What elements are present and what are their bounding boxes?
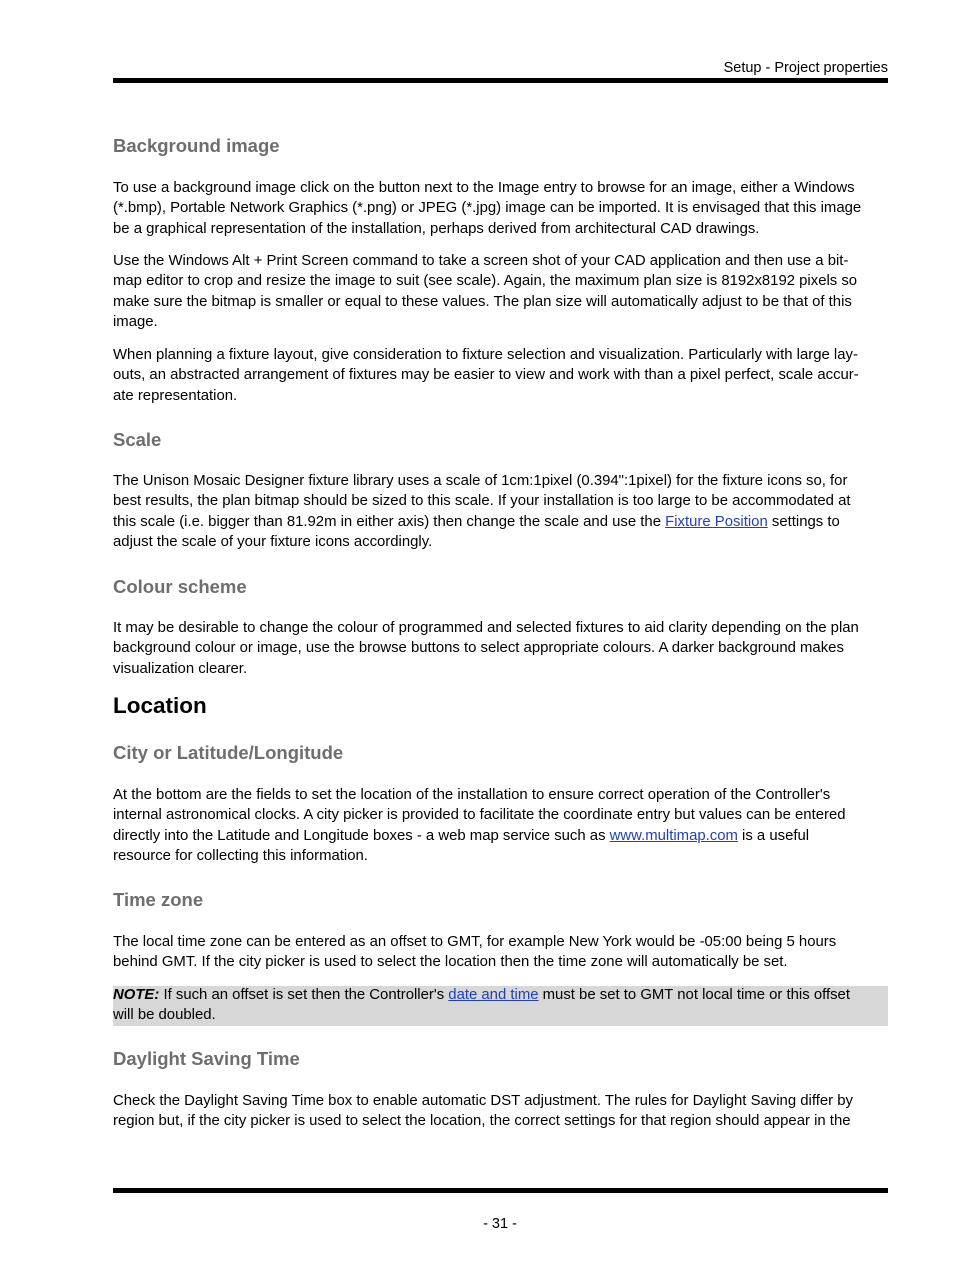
text-line: The Unison Mosaic Designer fixture library uses a scale of 1cm:1pixel (0.394":1pixel) for the fixture icons so, for (113, 473, 848, 489)
text-line: outs, an abstracted arrangement of fixtures may be easier to view and work with than a pixel perfect, scale accur- (113, 367, 859, 384)
paragraph-time-zone (113, 932, 891, 973)
paragraph-colour-scheme (113, 618, 891, 679)
text-line: adjust the scale of your fixture icons accordingly. (113, 534, 433, 551)
paragraph-dst (113, 1091, 891, 1132)
footer-rule (113, 1188, 888, 1193)
text-line: (*.bmp), Portable Network Graphics (*.png) or JPEG (*.jpg) image can be imported. It is envisaged that this image (113, 200, 862, 217)
text-line: ate representation. (113, 387, 238, 404)
text-segment: is a useful (737, 827, 810, 844)
text-line: visualization clearer. (113, 660, 248, 677)
text-line (113, 826, 891, 846)
date-and-time-link[interactable]: date and time (448, 987, 539, 1003)
text-segment: If such an offset is set then the Controller's (159, 987, 449, 1003)
paragraph-background-image-1 (113, 178, 891, 239)
text-line: background colour or image, use the browse buttons to select appropriate colours. A darker background makes (113, 640, 844, 657)
running-head: Setup - Project properties (723, 60, 888, 76)
text-line: When planning a fixture layout, give consideration to fixture selection and visualization. Particularly with large lay- (113, 347, 858, 363)
heading-time-zone: Time zone (113, 889, 204, 910)
paragraph-background-image-2 (113, 251, 891, 333)
text-segment: settings to (767, 513, 840, 530)
text-line: Use the Windows Alt + Print Screen command to take a screen shot of your CAD application and then use a bit- (113, 253, 849, 269)
text-line: image. (113, 314, 158, 331)
heading-background-image: Background image (113, 135, 280, 156)
paragraph-city (113, 785, 891, 867)
header-rule (113, 78, 888, 83)
text-line: be a graphical representation of the installation, perhaps derived from architectural CAD drawings. (113, 220, 760, 237)
text-line: behind GMT. If the city picker is used to select the location then the time zone will automatically be set. (113, 954, 788, 971)
text-line: region but, if the city picker is used to select the location, the correct settings for that region should appear in the (113, 1113, 851, 1130)
heading-colour-scheme: Colour scheme (113, 576, 247, 597)
text-line (113, 985, 891, 1005)
multimap-link[interactable]: www.multimap.com (609, 827, 738, 844)
text-line: At the bottom are the fields to set the location of the installation to ensure correct operation of the Controller's (113, 787, 831, 803)
text-line: map editor to crop and resize the image to suit (see scale). Again, the maximum plan size is 8192x8192 pixels so (113, 273, 858, 290)
note-label: NOTE: (113, 987, 160, 1003)
text-line: internal astronomical clocks. A city picker is provided to facilitate the coordinate entry but values can be entered (113, 807, 846, 824)
heading-daylight-saving-time: Daylight Saving Time (113, 1048, 300, 1069)
paragraph-background-image-3 (113, 345, 891, 406)
text-segment: must be set to GMT not local time or this offset (538, 987, 850, 1003)
fixture-position-link[interactable]: Fixture Position (665, 513, 768, 530)
text-segment: this scale (i.e. bigger than 81.92m in either axis) then change the scale and use the (113, 513, 666, 530)
text-line (113, 512, 891, 532)
heading-location: Location (113, 693, 207, 718)
text-line: Check the Daylight Saving Time box to enable automatic DST adjustment. The rules for Daylight Saving differ by (113, 1093, 853, 1109)
paragraph-scale (113, 471, 891, 553)
text-line: The local time zone can be entered as an offset to GMT, for example New York would be -05:00 being 5 hours (113, 934, 837, 950)
text-line: It may be desirable to change the colour of programmed and selected fixtures to aid clarity depending on the plan (113, 620, 859, 636)
text-line: To use a background image click on the button next to the Image entry to browse for an image, either a Windows (113, 180, 855, 196)
text-segment: directly into the Latitude and Longitude boxes - a web map service such as (113, 827, 610, 844)
heading-scale: Scale (113, 429, 162, 450)
text-line: best results, the plan bitmap should be sized to this scale. If your installation is too large to be accommodated at (113, 493, 851, 510)
heading-city-latitude-longitude: City or Latitude/Longitude (113, 742, 344, 763)
text-line: will be doubled. (113, 1007, 216, 1024)
text-line: make sure the bitmap is smaller or equal to these values. The plan size will automatically adjust to be that of this (113, 293, 852, 310)
page-number: - 31 - (483, 1216, 517, 1232)
text-line: resource for collecting this information. (113, 848, 368, 865)
note-text (113, 985, 891, 1026)
